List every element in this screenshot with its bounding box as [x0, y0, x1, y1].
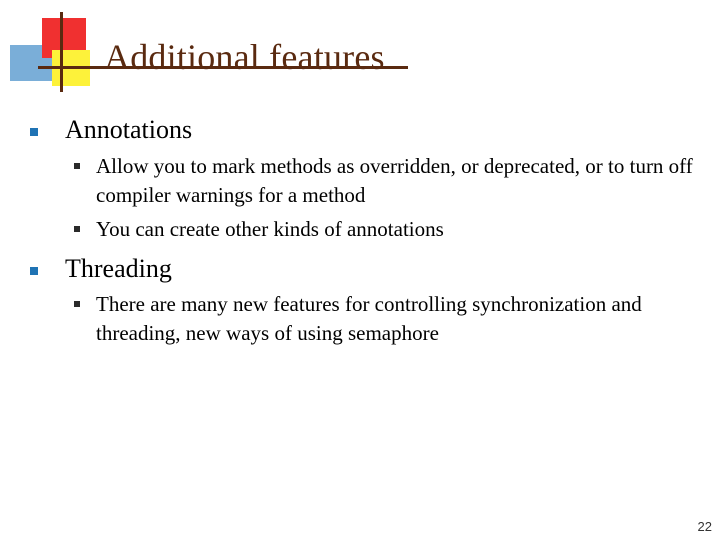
square-bullet-icon [30, 267, 38, 275]
bullet-annotations [30, 115, 192, 145]
sub-bullet-synchronization [74, 290, 716, 348]
square-bullet-icon [74, 163, 80, 169]
slide-title: Additional features [104, 37, 385, 77]
page-number: 22 [697, 519, 712, 534]
square-bullet-icon [74, 226, 80, 232]
sub-bullet-mark-methods [74, 152, 716, 210]
square-bullet-icon [30, 128, 38, 136]
sub-bullet-text: There are many new features for controlling synchronization and threading, new ways of using semaphore [96, 292, 642, 345]
sub-bullet-other-annotations [74, 215, 716, 244]
bullet-text: Threading [65, 254, 172, 283]
bullet-threading [30, 254, 172, 284]
bullet-text: Annotations [65, 115, 193, 144]
square-bullet-icon [74, 301, 80, 307]
sub-bullet-text: Allow you to mark methods as overridden, or deprecated, or to turn off compiler warnings for a method [96, 154, 693, 207]
sub-bullet-text: You can create other kinds of annotations [96, 217, 444, 241]
